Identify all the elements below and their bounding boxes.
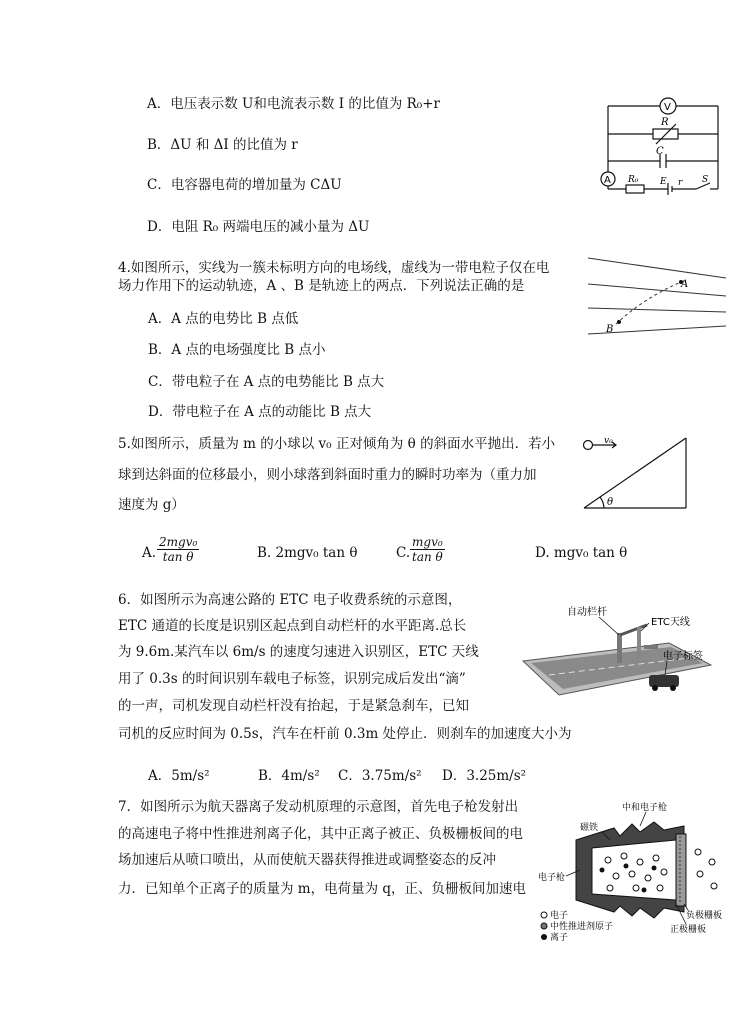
antenna-label: ETC天线: [651, 617, 690, 628]
q5-stem-line1: 5.如图所示，质量为 m 的小球以 v₀ 正对倾角为 θ 的斜面水平抛出．若小: [118, 436, 556, 452]
circuit-diagram: [598, 94, 728, 204]
legend-ion: 离子: [550, 933, 569, 943]
positive-grid-label: 正极栅板: [670, 925, 707, 935]
resistor-r-label: R: [661, 117, 669, 128]
q5-option-c-fraction: [410, 535, 445, 564]
q5-option-a-numerator: 2mgv₀: [159, 535, 198, 549]
legend-electron: 电子: [550, 911, 569, 921]
emf-label: E: [660, 177, 667, 187]
v0-label: v₀: [604, 436, 613, 446]
q4-stem-line2: 场力作用下的运动轨迹，A 、B 是轨迹上的两点．下列说法正确的是: [118, 278, 525, 294]
q5-stem-line2: 球到达斜面的位移最小，则小球落到斜面时重力的瞬时功率为（重力加: [118, 467, 537, 483]
q5-option-a-fraction: [157, 535, 199, 564]
field-lines-figure: [586, 256, 728, 338]
etc-figure: [519, 603, 719, 703]
q3-option-d: D．电阻 R₀ 两端电压的减小量为 ΔU: [147, 219, 370, 235]
resistor-r0-label: R₀: [628, 175, 639, 185]
magnet-label: 磁铁: [580, 823, 599, 833]
legend-neutral-atom: 中性推进剂原子: [550, 922, 614, 932]
q4-stem-line1: 4.如图所示，实线为一簇未标明方向的电场线，虚线为一带电粒子仅在电: [118, 260, 550, 276]
tag-label: 电子标签: [663, 651, 703, 662]
ammeter-label: A: [604, 175, 611, 186]
q5-option-a-denominator: tan θ: [162, 550, 194, 564]
q6-option-b: B．4m/s²: [258, 768, 320, 784]
q4-option-d: D．带电粒子在 A 点的动能比 B 点大: [148, 404, 372, 420]
q5-option-a-prefix: A.: [142, 545, 157, 561]
q6-stem-line1: 6．如图所示为高速公路的 ETC 电子收费系统的示意图，: [118, 592, 462, 608]
q7-stem-line4: 力．已知单个正离子的质量为 m，电荷量为 q，正、负栅板间加速电: [118, 881, 527, 897]
gate-label: 自动栏杆: [567, 607, 607, 618]
q6-option-a: A．5m/s²: [148, 768, 210, 784]
neutral-gun-label: 中和电子枪: [622, 803, 668, 813]
q7-stem-line2: 的高速电子将中性推进剂离子化，其中正离子被正、负极栅板间的电: [118, 826, 523, 842]
q5-option-c-denominator: tan θ: [412, 550, 443, 564]
q6-stem-line2: ETC 通道的长度是识别区起点到自动栏杆的水平距离.总长: [118, 618, 467, 634]
q3-option-b: B．ΔU 和 ΔI 的比值为 r: [147, 137, 298, 153]
electron-gun-label: 电子枪: [538, 873, 566, 883]
q6-stem-line5: 的一声，司机发现自动栏杆没有抬起，于是紧急刹车，已知: [118, 698, 469, 714]
q3-option-a: A．电压表示数 U和电流表示数 I 的比值为 R₀+r: [147, 96, 440, 112]
internal-r-label: r: [678, 178, 683, 188]
q5-stem-line3: 速度为 g）: [118, 497, 185, 513]
switch-label: S: [702, 175, 709, 185]
negative-grid-label: 负极栅板: [686, 911, 723, 921]
point-a-label: A: [681, 279, 689, 290]
q6-option-c: C．3.75m/s²: [338, 768, 422, 784]
q4-option-b: B．A 点的电场强度比 B 点小: [148, 342, 326, 358]
theta-label: θ: [607, 497, 614, 508]
q5-option-c-numerator: mgv₀: [410, 535, 445, 550]
voltmeter-label: V: [664, 102, 671, 113]
q6-stem-line4: 用了 0.3s 的时间识别车载电子标签，识别完成后发出“滴”: [118, 671, 466, 687]
q6-option-d: D．3.25m/s²: [442, 768, 527, 784]
q5-option-d: D. mgv₀ tan θ: [535, 545, 628, 561]
point-b-label: B: [606, 324, 614, 335]
q5-option-c-prefix: C.: [396, 545, 411, 561]
q7-stem-line1: 7．如图所示为航天器离子发动机原理的示意图，首先电子枪发射出: [118, 799, 519, 815]
q3-option-c: C．电容器电荷的增加量为 CΔU: [147, 177, 342, 193]
q6-stem-line3: 为 9.6m.某汽车以 6m/s 的速度匀速进入识别区，ETC 天线: [118, 644, 479, 660]
q4-option-a: A．A 点的电势比 B 点低: [148, 311, 299, 327]
incline-figure: [582, 434, 692, 512]
ion-engine-figure: [536, 800, 732, 950]
q7-stem-line3: 场加速后从喷口喷出，从而使航天器获得推进或调整姿态的反冲: [118, 852, 496, 868]
capacitor-label: C: [656, 146, 664, 157]
q5-option-b: B. 2mgv₀ tan θ: [257, 545, 358, 561]
q6-stem-line6: 司机的反应时间为 0.5s，汽车在杆前 0.3m 处停止．则刹车的加速度大小为: [118, 726, 572, 742]
q4-option-c: C．带电粒子在 A 点的电势能比 B 点大: [148, 374, 385, 390]
